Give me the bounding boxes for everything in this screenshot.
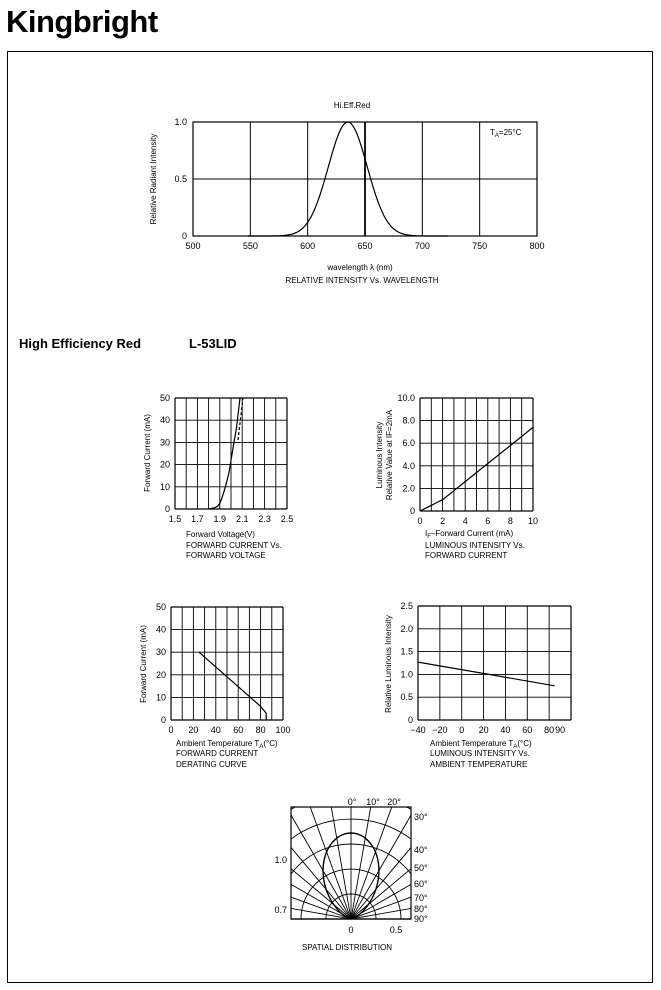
spectrum-x-tick: 600 bbox=[300, 241, 316, 251]
iv_lum-x-tick: 6 bbox=[485, 516, 491, 526]
derating-curve bbox=[199, 652, 266, 720]
temp-lum-x-label-pre: Ambient Temperature T bbox=[430, 739, 514, 748]
temp_lum-y-tick: 1.0 bbox=[400, 669, 413, 680]
derating-x-label-post: (°C) bbox=[263, 739, 278, 748]
derating-y-tick: 50 bbox=[155, 602, 166, 612]
iv_lum-y-tick: 2.0 bbox=[402, 483, 415, 494]
iv-chart bbox=[143, 393, 293, 560]
iv-x-tick: 1.5 bbox=[168, 514, 182, 524]
iv-lum-title-line-1: LUMINOUS INTENSITY Vs. bbox=[425, 541, 525, 550]
part-number: L-53LID bbox=[189, 336, 237, 351]
iv-x-tick: 2.5 bbox=[280, 514, 294, 524]
iv_lum-x-tick: 2 bbox=[440, 516, 446, 526]
iv-x-label: Forward Voltage(V) bbox=[186, 530, 255, 539]
spatial-top-label: 0° bbox=[347, 797, 357, 807]
temp_lum-chart bbox=[384, 601, 571, 769]
spatial-left-label: 0.7 bbox=[274, 905, 287, 915]
temp_lum-x-tick: 80 bbox=[544, 725, 555, 735]
derating-x-label-sub: A bbox=[259, 744, 264, 750]
iv-x-tick: 1.9 bbox=[213, 514, 227, 524]
temp-lum-title-line-2: AMBIENT TEMPERATURE bbox=[430, 760, 528, 769]
iv-lum-x-label-post: –Forward Current (mA) bbox=[430, 529, 514, 538]
spectrum-x-label: wavelength λ (nm) bbox=[327, 263, 393, 272]
spatial-right-label: 70° bbox=[414, 893, 428, 903]
spatial-left-label: 1.0 bbox=[274, 855, 287, 865]
spatial-bottom-label: 0 bbox=[348, 925, 354, 935]
iv_lum-x-tick: 10 bbox=[527, 516, 539, 526]
iv_lum-x-tick: 0 bbox=[417, 516, 423, 526]
spectrum-y-label: Relative Radiant Intensity bbox=[149, 133, 158, 225]
derating-y-tick: 30 bbox=[155, 647, 166, 658]
spatial-spoke bbox=[195, 829, 351, 919]
temp-lum-x-label-post: (°C) bbox=[517, 739, 532, 748]
iv-x-tick: 1.7 bbox=[191, 514, 204, 524]
spatial-title: SPATIAL DISTRIBUTION bbox=[301, 943, 393, 952]
iv-lum-y-label-line-2: Relative Value at IF=2mA bbox=[385, 409, 394, 501]
iv_lum-chart bbox=[375, 393, 538, 560]
spectrum-x-tick: 550 bbox=[242, 241, 258, 251]
temp_lum-y-tick: 1.5 bbox=[400, 646, 413, 657]
derating-x-tick: 0 bbox=[168, 725, 174, 735]
temp-lum-y-label: Relative Luminous Intensity bbox=[384, 615, 393, 713]
spectrum-title: RELATIVE INTENSITY Vs. WAVELENGTH bbox=[285, 276, 439, 285]
temp_lum-x-tick: 40 bbox=[500, 725, 511, 735]
derating-x-tick: 100 bbox=[275, 725, 291, 735]
iv-y-tick: 20 bbox=[159, 459, 170, 470]
spatial-bottom-label: 0.5 bbox=[389, 925, 403, 935]
temp-lum-x-label-sub: A bbox=[513, 744, 518, 750]
iv-y-tick: 10 bbox=[159, 481, 170, 492]
spectrum-condition-pre: T bbox=[490, 128, 495, 137]
iv_lum-y-tick: 6.0 bbox=[402, 438, 415, 449]
spectrum-condition-sub: A bbox=[494, 133, 499, 139]
spectrum-y-tick: 0 bbox=[181, 231, 187, 241]
derating-x-label-pre: Ambient Temperature T bbox=[176, 739, 260, 748]
color-name: High Efficiency Red bbox=[19, 336, 142, 351]
spectrum-y-tick: 0.5 bbox=[174, 174, 187, 184]
temp_lum-y-tick: 0.5 bbox=[400, 692, 413, 703]
spatial-right-label: 80° bbox=[414, 904, 428, 914]
spatial-chart bbox=[171, 739, 531, 952]
iv-curve bbox=[209, 398, 240, 509]
derating-y-tick: 10 bbox=[155, 692, 166, 703]
spectrum-x-tick: 750 bbox=[472, 241, 488, 251]
iv_lum-y-tick: 0 bbox=[409, 506, 415, 516]
iv_lum-x-tick: 4 bbox=[462, 516, 468, 526]
derating-chart bbox=[139, 602, 291, 769]
iv-y-tick: 30 bbox=[159, 437, 170, 448]
derating-y-label: Forward Current (mA) bbox=[139, 625, 148, 703]
iv-lum-y-label-line-1: Luminous Intensity bbox=[375, 421, 384, 489]
temp_lum-x-tick: 60 bbox=[522, 725, 533, 735]
temp_lum-x-tick: 0 bbox=[459, 725, 465, 735]
spatial-right-label: 40° bbox=[414, 845, 428, 855]
spatial-right-label: 60° bbox=[414, 879, 428, 889]
temp_lum-x-tick: 20 bbox=[478, 725, 489, 735]
spectrum-x-tick: 500 bbox=[185, 241, 201, 251]
iv_lum-y-tick: 10.0 bbox=[397, 393, 415, 403]
spatial-right-label: 30° bbox=[414, 812, 428, 822]
spectrum-condition-post: =25°C bbox=[498, 128, 522, 137]
spatial-top-label: 10° bbox=[366, 797, 380, 807]
temp_lum-curve bbox=[418, 662, 555, 686]
spectrum-x-tick: 650 bbox=[357, 241, 373, 251]
spatial-right-label: 90° bbox=[414, 914, 428, 924]
iv_lum-y-tick: 8.0 bbox=[402, 415, 415, 426]
spectrum-series-label: Hi.Eff.Red bbox=[333, 101, 371, 110]
derating-y-tick: 0 bbox=[160, 715, 166, 725]
temp_lum-y-tick: 2.5 bbox=[400, 601, 413, 611]
iv-y-tick: 40 bbox=[159, 415, 170, 426]
derating-title-line-1: FORWARD CURRENT bbox=[176, 749, 259, 758]
iv-lum-title-line-2: FORWARD CURRENT bbox=[425, 551, 508, 560]
derating-x-tick: 60 bbox=[233, 725, 244, 735]
kingbright-logo: Kingbright bbox=[6, 4, 158, 39]
iv-y-tick: 50 bbox=[159, 393, 170, 403]
iv_lum-y-tick: 4.0 bbox=[402, 460, 415, 471]
spectrum-x-tick: 800 bbox=[529, 241, 545, 251]
spatial-top-label: 20° bbox=[387, 797, 401, 807]
derating-x-tick: 40 bbox=[210, 725, 221, 735]
derating-x-tick: 20 bbox=[188, 725, 199, 735]
iv-y-tick: 0 bbox=[164, 504, 170, 514]
derating-y-tick: 40 bbox=[155, 624, 166, 635]
spatial-right-label: 50° bbox=[414, 863, 428, 873]
temp_lum-x-tick: −20 bbox=[432, 725, 448, 735]
derating-title-line-2: DERATING CURVE bbox=[176, 760, 247, 769]
iv-lum-x-label bbox=[425, 529, 513, 540]
iv-lum-x-label-pre: I bbox=[425, 529, 428, 538]
spectrum-chart bbox=[149, 101, 545, 285]
temp_lum-y-tick: 2.0 bbox=[400, 623, 413, 634]
derating-y-tick: 20 bbox=[155, 669, 166, 680]
iv_lum-x-tick: 8 bbox=[507, 516, 513, 526]
iv-lum-x-label-sub: F bbox=[427, 534, 431, 540]
iv-x-tick: 2.3 bbox=[258, 514, 271, 524]
derating-x-tick: 80 bbox=[255, 725, 266, 735]
temp_lum-y-tick: 0 bbox=[407, 715, 413, 725]
iv-title-line-2: FORWARD VOLTAGE bbox=[186, 551, 266, 560]
spectrum-condition bbox=[490, 128, 522, 139]
iv-x-tick: 2.1 bbox=[235, 514, 249, 524]
spatial-spoke bbox=[351, 829, 507, 919]
spectrum-x-tick: 700 bbox=[414, 241, 430, 251]
iv-title-line-1: FORWARD CURRENT Vs. bbox=[186, 541, 282, 550]
iv-y-label: Forward Current (mA) bbox=[143, 414, 152, 492]
spectrum-y-tick: 1.0 bbox=[174, 117, 187, 127]
temp_lum-x-tick: −40 bbox=[410, 725, 426, 735]
temp-lum-title-line-1: LUMINOUS INTENSITY Vs. bbox=[430, 749, 530, 758]
temp_lum-x-tick: 90 bbox=[555, 725, 566, 735]
